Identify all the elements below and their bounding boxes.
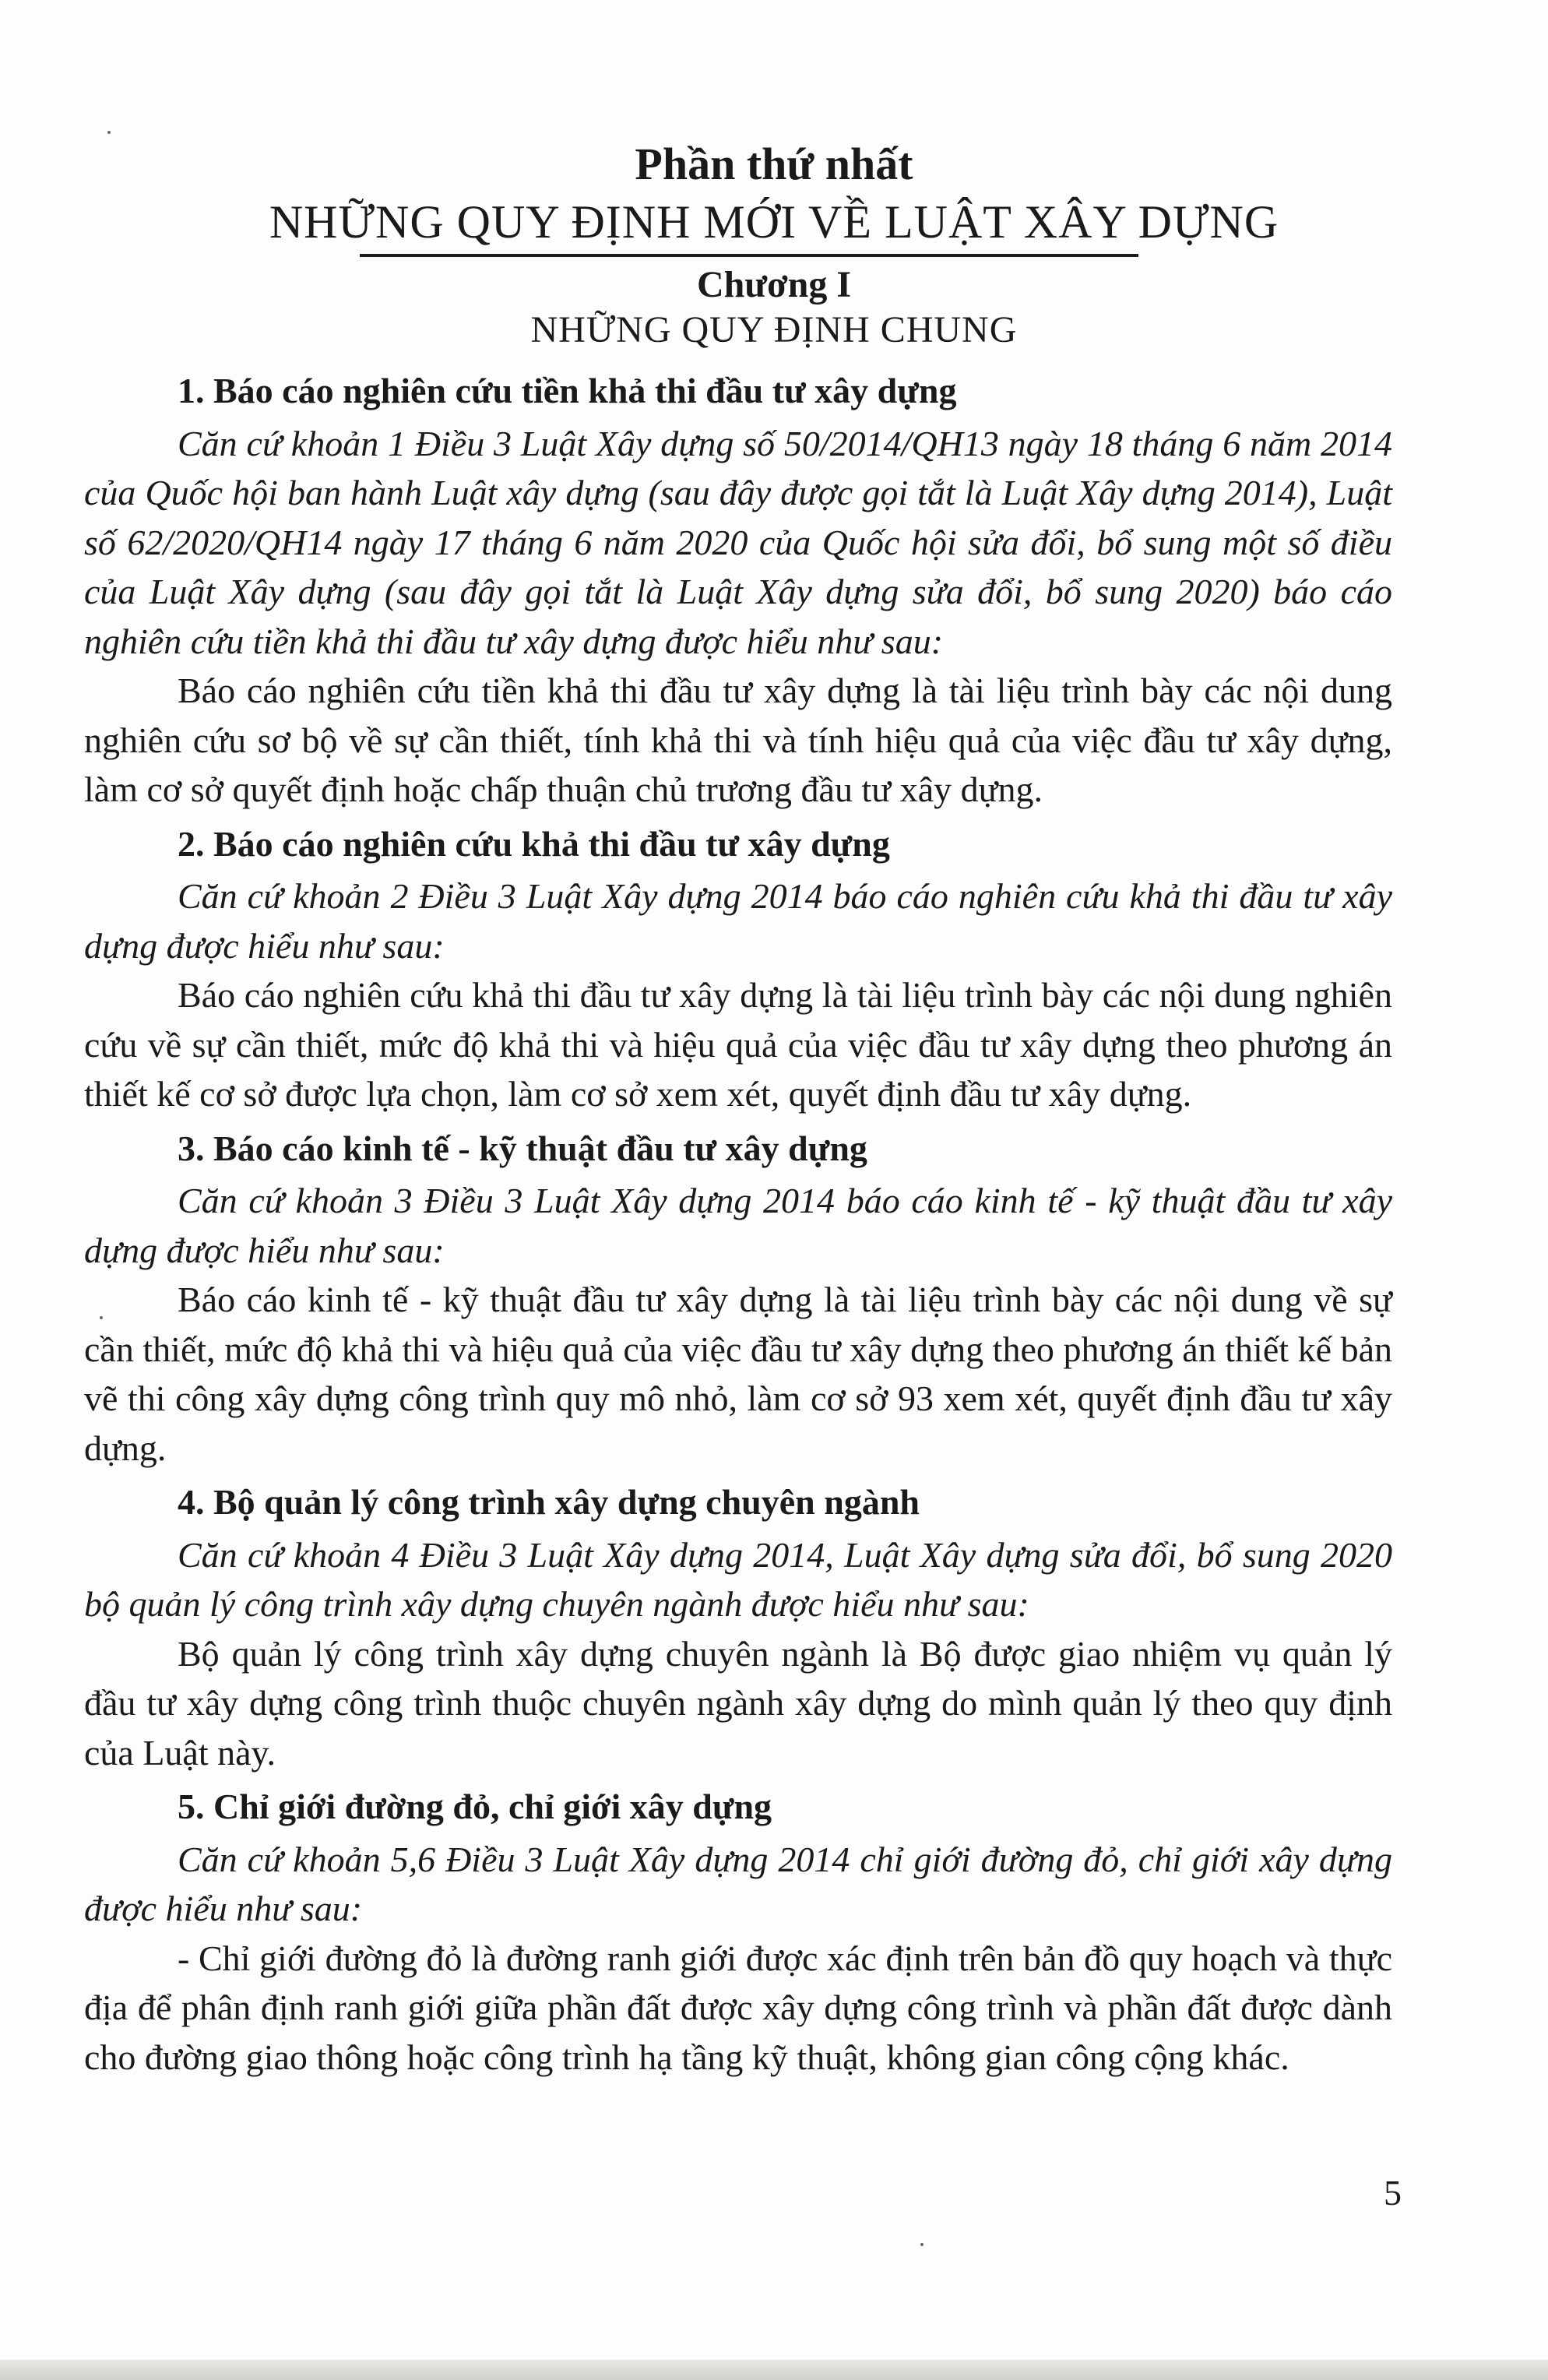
page-number: 5 xyxy=(1384,2173,1402,2213)
section-heading: 3. Báo cáo kinh tế - kỹ thuật đầu tư xây dựng xyxy=(178,1128,867,1168)
section-legal-basis: Căn cứ khoản 5,6 Điều 3 Luật Xây dựng 2014 chỉ giới đường đỏ, chỉ giới xây dựng được hiểu như sau: xyxy=(84,1839,1392,1928)
section-heading: 2. Báo cáo nghiên cứu khả thi đầu tư xây dựng xyxy=(178,823,890,864)
chapter-label: Chương I xyxy=(696,264,852,305)
chapter-title: NHỮNG QUY ĐỊNH CHUNG xyxy=(530,309,1018,350)
section-body: Báo cáo nghiên cứu tiền khả thi đầu tư xây dựng là tài liệu trình bày các nội dung nghiên cứu sơ bộ về sự cần thiết, tính khả thi và tính hiệu quả của việc đầu tư xây dựng, làm cơ sở quyết định hoặc chấp thuận chủ trương đầu tư xây dựng. xyxy=(84,671,1392,809)
section-heading: 5. Chỉ giới đường đỏ, chỉ giới xây dựng xyxy=(178,1787,772,1826)
main-title: NHỮNG QUY ĐỊNH MỚI VỀ LUẬT XÂY DỰNG xyxy=(269,196,1279,248)
section-body: - Chỉ giới đường đỏ là đường ranh giới được xác định trên bản đồ quy hoạch và thực địa để phân định ranh giới giữa phần đất được xây dựng công trình và phần đất được dành cho đường giao thông hoặc công trình hạ tầng kỹ thuật, không gian công cộng khác. xyxy=(84,1938,1392,2077)
section-body: Bộ quản lý công trình xây dựng chuyên ngành là Bộ được giao nhiệm vụ quản lý đầu tư xây dựng công trình thuộc chuyên ngành xây dựng do mình quản lý theo quy định của Luật này. xyxy=(84,1633,1392,1773)
scan-speck xyxy=(920,2243,924,2246)
section-legal-basis: Căn cứ khoản 2 Điều 3 Luật Xây dựng 2014 báo cáo nghiên cứu khả thi đầu tư xây dựng được hiểu như sau: xyxy=(84,876,1392,966)
section-2 xyxy=(84,819,1392,1119)
page-content xyxy=(84,366,1392,2086)
section-4 xyxy=(84,1477,1392,1777)
scan-speck xyxy=(100,1316,103,1319)
title-underline xyxy=(360,254,1138,257)
section-legal-basis: Căn cứ khoản 4 Điều 3 Luật Xây dựng 2014, Luật Xây dựng sửa đổi, bổ sung 2020 bộ quản lý công trình xây dựng chuyên ngành được hiểu như sau: xyxy=(84,1534,1392,1624)
section-3 xyxy=(84,1124,1392,1473)
section-body: Báo cáo kinh tế - kỹ thuật đầu tư xây dựng là tài liệu trình bày các nội dung về sự cần thiết, mức độ khả thi và hiệu quả của việc đầu tư xây dựng theo phương án thiết kế bản vẽ thi công xây dựng công trình quy mô nhỏ, làm cơ sở 93 xem xét, quyết định đầu tư xây dựng. xyxy=(84,1280,1392,1468)
page-bottom-edge xyxy=(0,2360,1548,2380)
section-heading: 4. Bộ quản lý công trình xây dựng chuyên ngành xyxy=(178,1482,920,1522)
section-legal-basis: Căn cứ khoản 1 Điều 3 Luật Xây dựng số 50/2014/QH13 ngày 18 tháng 6 năm 2014 của Quốc hội ban hành Luật xây dựng (sau đây được gọi tắt là Luật Xây dựng 2014), Luật số 62/2020/QH14 ngày 17 tháng 6 năm 2020 của Quốc hội sửa đổi, bổ sung một số điều của Luật Xây dựng (sau đây gọi tắt là Luật Xây dựng sửa đổi, bổ sung 2020) báo cáo nghiên cứu tiền khả thi đầu tư xây dựng được hiểu như sau: xyxy=(84,423,1392,661)
part-title: Phần thứ nhất xyxy=(635,139,913,189)
scan-speck xyxy=(107,131,111,134)
section-1 xyxy=(84,366,1392,815)
section-5 xyxy=(84,1782,1392,2082)
section-body: Báo cáo nghiên cứu khả thi đầu tư xây dựng là tài liệu trình bày các nội dung nghiên cứu về sự cần thiết, mức độ khả thi và hiệu quả của việc đầu tư xây dựng theo phương án thiết kế cơ sở được lựa chọn, làm cơ sở xem xét, quyết định đầu tư xây dựng. xyxy=(84,975,1392,1114)
section-heading: 1. Báo cáo nghiên cứu tiền khả thi đầu tư xây dựng xyxy=(178,371,957,410)
section-legal-basis: Căn cứ khoản 3 Điều 3 Luật Xây dựng 2014 báo cáo kinh tế - kỹ thuật đầu tư xây dựng được hiểu như sau: xyxy=(84,1181,1392,1270)
